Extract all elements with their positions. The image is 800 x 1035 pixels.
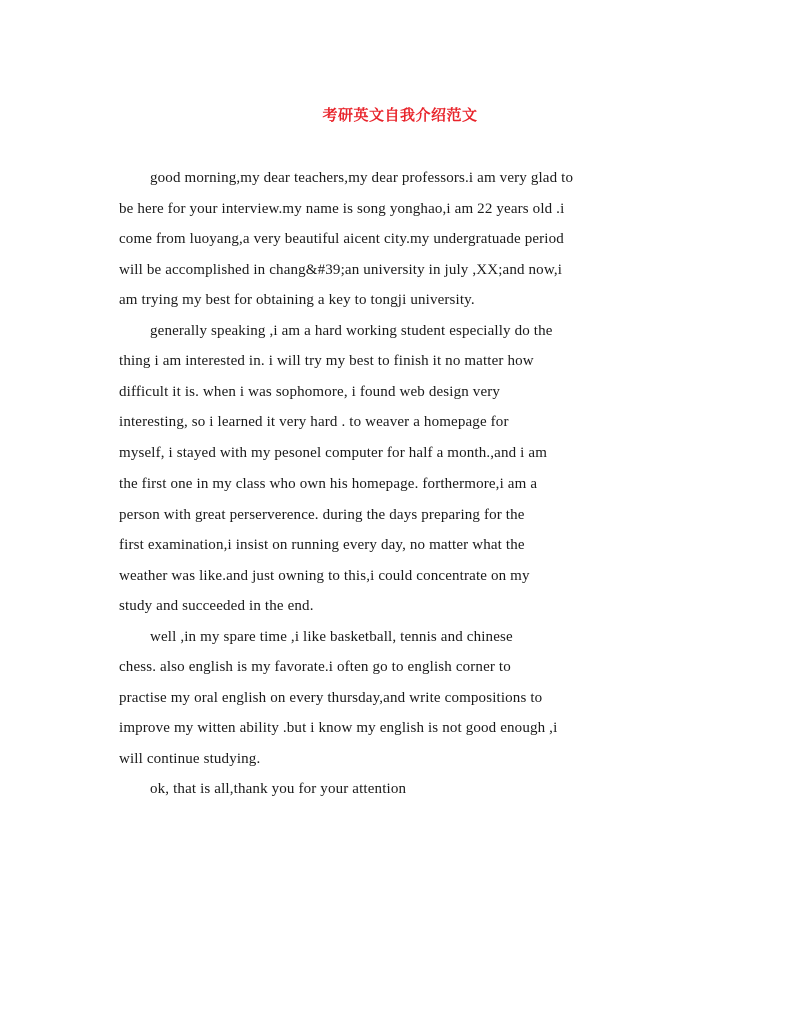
paragraph-line: will continue studying. (119, 751, 261, 767)
paragraph-line: myself, i stayed with my pesonel computer for half a month.,and i am (119, 445, 548, 461)
paragraph-line: good morning,my dear teachers,my dear professors.i am very glad to (150, 170, 574, 186)
paragraph-line: generally speaking ,i am a hard working student especially do the (150, 323, 553, 339)
paragraph-line: am trying my best for obtaining a key to tongji university. (119, 292, 475, 308)
paragraph-line: person with great perserverence. during the days preparing for the (119, 507, 525, 523)
paragraph-line: improve my witten ability .but i know my english is not good enough ,i (119, 720, 558, 736)
paragraph-line: interesting, so i learned it very hard . to weaver a homepage for (119, 414, 509, 430)
paragraph-line: ok, that is all,thank you for your attention (150, 781, 407, 797)
paragraph-line: weather was like.and just owning to this,i could concentrate on my (119, 568, 530, 584)
document-title: 考研英文自我介绍范文 (322, 106, 478, 124)
paragraph-line: thing i am interested in. i will try my best to finish it no matter how (119, 353, 534, 369)
paragraph-line: well ,in my spare time ,i like basketball, tennis and chinese (150, 629, 513, 645)
paragraph-line: the first one in my class who own his homepage. forthermore,i am a (119, 476, 538, 492)
paragraph-line: difficult it is. when i was sophomore, i found web design very (119, 384, 501, 400)
paragraph-line: will be accomplished in chang&#39;an university in july ,XX;and now,i (119, 262, 563, 278)
paragraph-line: practise my oral english on every thursday,and write compositions to (119, 690, 543, 706)
paragraph-line: chess. also english is my favorate.i often go to english corner to (119, 659, 511, 675)
paragraph-line: first examination,i insist on running every day, no matter what the (119, 537, 525, 553)
paragraph-line: study and succeeded in the end. (119, 598, 314, 614)
paragraph-line: be here for your interview.my name is song yonghao,i am 22 years old .i (119, 201, 565, 217)
paragraph-line: come from luoyang,a very beautiful aicent city.my undergratuade period (119, 231, 564, 247)
